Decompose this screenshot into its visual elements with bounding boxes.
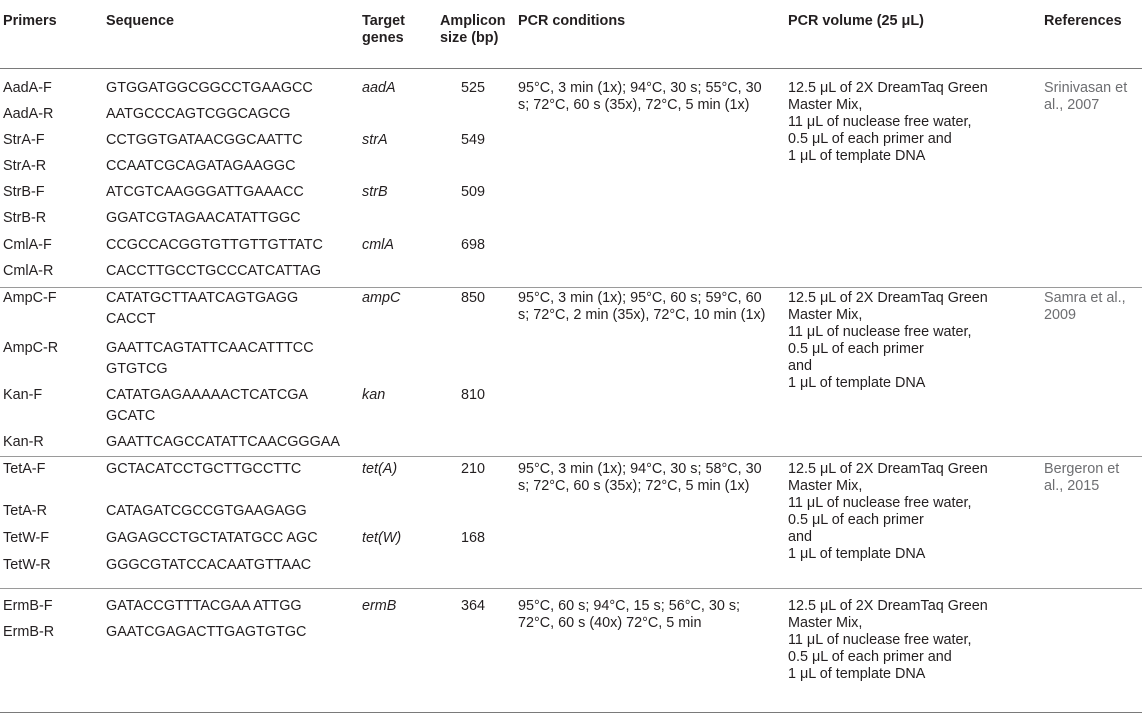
primer-sequence: GATACCGTTTACGAA ATTGG	[106, 598, 302, 614]
pcr-volume	[788, 290, 1018, 392]
target-gene: strA	[362, 132, 388, 148]
primer-name: ErmB-R	[3, 624, 55, 640]
volume-line: 0.5 μL of each primer and	[788, 131, 952, 147]
primer-name: AadA-F	[3, 80, 52, 96]
volume-line: 11 μL of nuclease free water,	[788, 324, 972, 340]
primer-name: ErmB-F	[3, 598, 53, 614]
header-target-genes	[362, 13, 405, 47]
group-rule	[0, 588, 1142, 589]
target-gene: tet(W)	[362, 530, 402, 546]
primer-name: TetW-R	[3, 557, 51, 573]
primer-sequence: GAATCGAGACTTGAGTGTGC	[106, 624, 307, 640]
target-gene: strB	[362, 184, 388, 200]
primer-sequence: GAATTCAGCCATATTCAACGGGAA	[106, 434, 340, 450]
pcr-conditions: 95°C, 3 min (1x); 94°C, 30 s; 58°C, 30 s; 72°C, 60 s (35x); 72°C, 5 min (1x)	[518, 461, 762, 494]
primer-sequence: CCGCCACGGTGTTGTTGTTATC	[106, 237, 323, 253]
header-amplicon-size	[440, 13, 506, 47]
volume-line: 11 μL of nuclease free water,	[788, 114, 972, 130]
primer-sequence: GTGGATGGCGGCCTGAAGCC	[106, 80, 313, 96]
target-gene: ampC	[362, 290, 401, 306]
volume-line: 11 μL of nuclease free water,	[788, 495, 972, 511]
amplicon-size: 210	[460, 461, 485, 477]
header-pcr-volume: PCR volume (25 μL)	[788, 13, 924, 29]
reference: Bergeron et al., 2015	[1044, 461, 1120, 494]
target-gene: ermB	[362, 598, 397, 614]
primer-sequence: CACCTTGCCTGCCCATCATTAG	[106, 263, 322, 279]
pcr-volume	[788, 598, 1018, 683]
pcr-conditions: 95°C, 60 s; 94°C, 15 s; 56°C, 30 s; 72°C, 60 s (40x) 72°C, 5 min	[518, 598, 741, 631]
volume-line: 12.5 μL of 2X DreamTaq Green Master Mix,	[788, 290, 988, 323]
primer-sequence: CCAATCGCAGATAGAAGGC	[106, 158, 296, 174]
header-target-line1: Target	[362, 13, 405, 29]
amplicon-size: 509	[460, 184, 485, 200]
group-rule	[0, 287, 1142, 288]
primer-name: TetA-F	[3, 461, 46, 477]
primer-sequence: CATAGATCGCCGTGAAGAGG	[106, 503, 307, 519]
primer-name: AmpC-F	[3, 290, 57, 306]
header-amplicon-line2: size (bp)	[440, 30, 499, 46]
primer-name: StrB-F	[3, 184, 45, 200]
reference: Samra et al., 2009	[1044, 290, 1126, 323]
volume-line: 1 μL of template DNA	[788, 375, 926, 391]
volume-line: 12.5 μL of 2X DreamTaq Green Master Mix,	[788, 80, 988, 113]
volume-line: and	[788, 529, 813, 545]
primer-sequence: GAATTCAGTATTCAACATTTCC	[106, 340, 314, 356]
amplicon-size: 698	[460, 237, 485, 253]
volume-line: and	[788, 358, 813, 374]
amplicon-size: 810	[460, 387, 485, 403]
primer-sequence: AATGCCCAGTCGGCAGCG	[106, 106, 291, 122]
header-references: References	[1044, 13, 1122, 29]
pcr-conditions: 95°C, 3 min (1x); 94°C, 30 s; 55°C, 30 s; 72°C, 60 s (35x), 72°C, 5 min (1x)	[518, 80, 762, 113]
primer-name: Kan-F	[3, 387, 43, 403]
primer-name: TetA-R	[3, 503, 47, 519]
volume-line: 1 μL of template DNA	[788, 148, 926, 164]
header-primers: Primers	[3, 13, 57, 29]
primer-sequence-cont: CACCT	[106, 311, 156, 327]
primer-name: StrB-R	[3, 210, 47, 226]
primer-sequence: GCTACATCCTGCTTGCCTTC	[106, 461, 302, 477]
header-pcr-conditions: PCR conditions	[518, 13, 626, 29]
primer-name: Kan-R	[3, 434, 44, 450]
primer-name: TetW-F	[3, 530, 50, 546]
primer-name: AmpC-R	[3, 340, 59, 356]
pcr-volume	[788, 461, 1018, 563]
volume-line: 12.5 μL of 2X DreamTaq Green Master Mix,	[788, 461, 988, 494]
primer-sequence: CATATGCTTAATCAGTGAGG	[106, 290, 299, 306]
amplicon-size: 850	[460, 290, 485, 306]
primer-sequence: CCTGGTGATAACGGCAATTC	[106, 132, 303, 148]
volume-line: 0.5 μL of each primer	[788, 512, 924, 528]
header-rule	[0, 68, 1142, 69]
volume-line: 11 μL of nuclease free water,	[788, 632, 972, 648]
primer-name: CmlA-F	[3, 237, 52, 253]
target-gene: aadA	[362, 80, 396, 96]
primer-name: StrA-R	[3, 158, 47, 174]
target-gene: kan	[362, 387, 386, 403]
target-gene: cmlA	[362, 237, 394, 253]
reference: Srinivasan et al., 2007	[1044, 80, 1128, 113]
header-sequence: Sequence	[106, 13, 174, 29]
primer-sequence: GGATCGTAGAACATATTGGC	[106, 210, 301, 226]
target-gene: tet(A)	[362, 461, 398, 477]
volume-line: 0.5 μL of each primer	[788, 341, 924, 357]
amplicon-size: 364	[460, 598, 485, 614]
primer-sequence: CATATGAGAAAAACTCATCGA	[106, 387, 309, 403]
amplicon-size: 525	[460, 80, 485, 96]
primer-name: StrA-F	[3, 132, 45, 148]
pcr-volume	[788, 80, 1018, 165]
group-rule	[0, 456, 1142, 457]
primer-sequence: ATCGTCAAGGGATTGAAACC	[106, 184, 304, 200]
header-amplicon-line1: Amplicon	[440, 13, 506, 29]
primer-sequence-cont: GTGTCG	[106, 361, 168, 377]
pcr-conditions: 95°C, 3 min (1x); 95°C, 60 s; 59°C, 60 s; 72°C, 2 min (35x), 72°C, 10 min (1x)	[518, 290, 766, 323]
header-target-line2: genes	[362, 30, 404, 46]
volume-line: 0.5 μL of each primer and	[788, 649, 952, 665]
primer-name: AadA-R	[3, 106, 54, 122]
primer-sequence-cont: GCATC	[106, 408, 156, 424]
amplicon-size: 549	[460, 132, 485, 148]
amplicon-size: 168	[460, 530, 485, 546]
volume-line: 12.5 μL of 2X DreamTaq Green Master Mix,	[788, 598, 988, 631]
volume-line: 1 μL of template DNA	[788, 546, 926, 562]
primer-sequence: GAGAGCCTGCTATATGCC AGC	[106, 530, 318, 546]
primer-name: CmlA-R	[3, 263, 54, 279]
volume-line: 1 μL of template DNA	[788, 666, 926, 682]
primer-sequence: GGGCGTATCCACAATGTTAAC	[106, 557, 312, 573]
bottom-rule	[0, 712, 1142, 713]
